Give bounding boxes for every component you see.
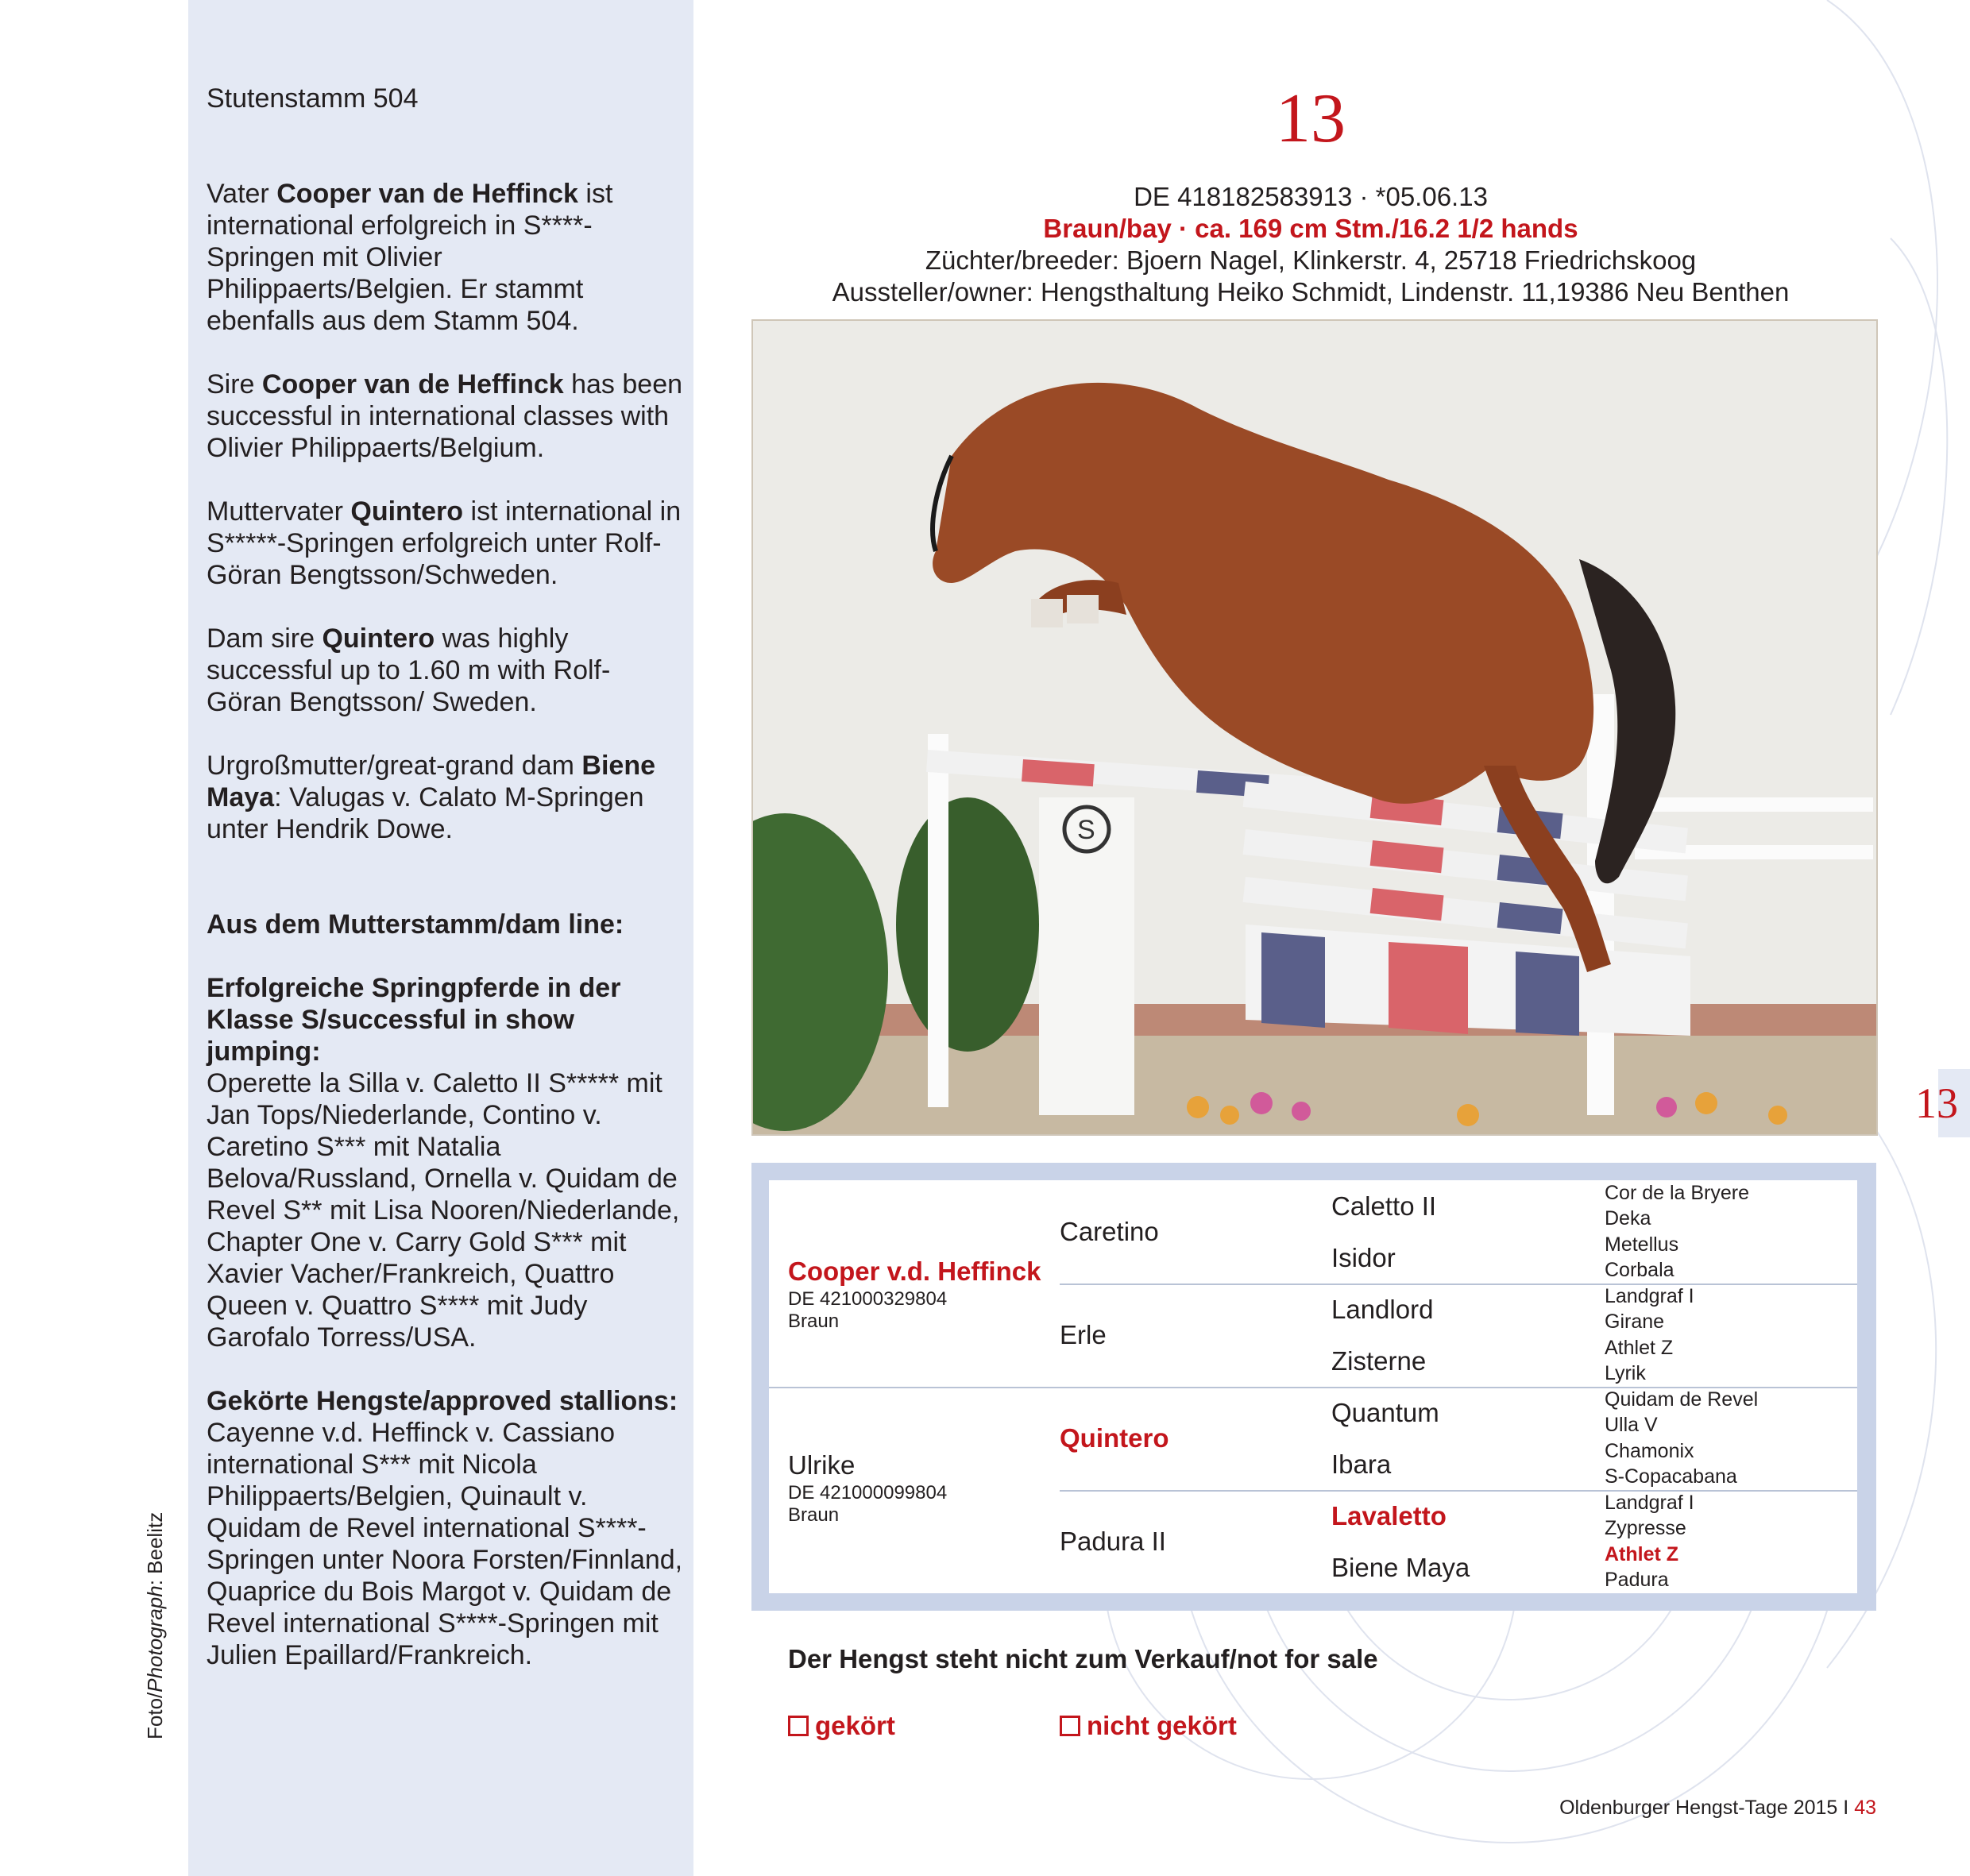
approved-stallions-text: Cayenne v.d. Heffinck v. Cassiano international S*** mit Nicola Philippaerts/Belgien, Quinault v. Quidam de Revel international S****-Springen unter Noora Forsten/Finnland, Quaprice du Bois Margot v. Quidam de Revel international S****-Springen mit Julien Epaillard/Frankreich. — [207, 1418, 683, 1670]
pedigree-sire-name: Cooper v.d. Heffinck — [788, 1256, 1041, 1286]
footer-separator: I — [1843, 1797, 1849, 1819]
pedigree-gen4-2: Deka — [1605, 1207, 1651, 1229]
pedigree-gen4-9: Quidam de Revel — [1605, 1388, 1759, 1411]
color-size-line: Braun/bay · ca. 169 cm Stm./16.2 1/2 hands — [1043, 214, 1578, 243]
pedigree-gen4-4: Corbala — [1605, 1259, 1674, 1281]
checkbox-not-approved-label: nicht gekört — [1087, 1711, 1237, 1740]
photo-credit: Foto/Photograph: Beelitz — [143, 1511, 167, 1739]
pedigree-gen4-8: Lyrik — [1605, 1362, 1646, 1384]
pedigree-dam-color: Braun — [788, 1504, 840, 1526]
pedigree-gen2-4: Padura II — [1060, 1527, 1166, 1556]
pedigree-gen4-10: Ulla V — [1605, 1414, 1658, 1436]
sidebar-text — [207, 83, 683, 1671]
pedigree-dam-name: Ulrike — [788, 1450, 856, 1480]
sport-horses-text: Operette la Silla v. Caletto II S***** mit Jan Tops/Niederlande, Contino v. Caretino S*** mit Natalia Belova/Russland, Ornella v. Quidam de Revel S** mit Lisa Nooren/Niederlande, Chapter One v. Carry Gold S*** mit Xavier Vacher/Frankreich, Quattro Queen v. Quattro S**** mit Judy Garofalo Torress/USA. — [207, 1068, 680, 1353]
pedigree-gen3-6: Ibara — [1331, 1449, 1392, 1479]
checkbox-not-approved[interactable] — [1060, 1711, 1237, 1741]
page-footer — [1559, 1797, 1876, 1820]
sale-note: Der Hengst steht nicht zum Verkauf/not for sale — [788, 1644, 1378, 1673]
pedigree-table — [769, 1180, 1857, 1593]
owner-line: Aussteller/owner: Hengsthaltung Heiko Schmidt, Lindenstr. 11,19386 Neu Benthen — [832, 277, 1790, 307]
pedigree-gen4-5: Landgraf I — [1605, 1285, 1694, 1307]
stamm-label: Stutenstamm 504 — [207, 83, 419, 114]
pedigree-gen4-1: Cor de la Bryere — [1605, 1182, 1750, 1204]
breeder-line: Züchter/breeder: Bjoern Nagel, Klinkerstr. 4, 25718 Friedrichskoog — [925, 245, 1697, 275]
pedigree-gen4-14: Zypresse — [1605, 1517, 1686, 1539]
pedigree-gen4-3: Metellus — [1605, 1233, 1679, 1256]
page-number: 43 — [1854, 1797, 1876, 1819]
checkbox-approved[interactable] — [788, 1711, 895, 1741]
pedigree-gen2-3: Quintero — [1060, 1423, 1169, 1453]
pedigree-gen4-12: S-Copacabana — [1605, 1465, 1737, 1488]
pedigree-gen3-4: Zisterne — [1331, 1346, 1427, 1376]
pedigree-gen3-7: Lavaletto — [1331, 1501, 1447, 1531]
pedigree-gen4-7: Athlet Z — [1605, 1337, 1674, 1359]
pedigree-gen3-8: Biene Maya — [1331, 1553, 1470, 1582]
pedigree-gen3-1: Caletto II — [1331, 1191, 1437, 1221]
pedigree-gen2-2: Erle — [1060, 1320, 1107, 1349]
horse-photo — [751, 319, 1878, 1136]
paragraph-damsire-de: Muttervater Quintero ist international in S*****-Springen erfolgreich unter Rolf-Göran Bengtsson/Schweden. — [207, 496, 682, 590]
pedigree-gen4-13: Landgraf I — [1605, 1492, 1694, 1514]
svg-text:S: S — [1077, 815, 1095, 845]
pedigree-gen4-6: Girane — [1605, 1310, 1665, 1333]
registration-line: DE 418182583913 · *05.06.13 — [1134, 182, 1488, 211]
pedigree-gen4-15: Athlet Z — [1605, 1543, 1679, 1565]
checkbox-square-icon[interactable] — [1060, 1716, 1080, 1736]
pedigree-sire-reg: DE 421000329804 — [788, 1288, 948, 1310]
dam-line-heading: Aus dem Mutterstamm/dam line: — [207, 909, 624, 940]
approved-stallions-heading: Gekörte Hengste/approved stallions: — [207, 1386, 678, 1416]
lot-number: 13 — [1276, 80, 1346, 157]
checkbox-approved-label: gekört — [815, 1711, 895, 1740]
paragraph-great-grand-dam: Urgroßmutter/great-grand dam Biene Maya: Valugas v. Calato M-Springen unter Hendrik Dowe. — [207, 751, 655, 844]
pedigree-divider-dam — [1060, 1490, 1857, 1492]
pedigree-gen4-16: Padura — [1605, 1569, 1669, 1591]
pedigree-gen4-11: Chamonix — [1605, 1440, 1694, 1462]
paragraph-sire-en: Sire Cooper van de Heffinck has been successful in international classes with Olivier Philippaerts/Belgium. — [207, 369, 683, 463]
paragraph-sire-de: Vater Cooper van de Heffinck ist international erfolgreich in S****-Springen mit Olivier Philippaerts/Belgien. Er stammt ebenfalls aus dem Stamm 504. — [207, 179, 613, 336]
pedigree-gen3-3: Landlord — [1331, 1295, 1434, 1324]
pedigree-gen3-5: Quantum — [1331, 1398, 1439, 1427]
checkbox-square-icon[interactable] — [788, 1716, 809, 1736]
pedigree-gen3-2: Isidor — [1331, 1243, 1396, 1272]
horse-header — [763, 181, 1859, 308]
sport-horses-heading: Erfolgreiche Springpferde in der Klasse S/successful in show jumping: — [207, 973, 621, 1067]
pedigree-divider-sire — [1060, 1283, 1857, 1285]
footer-title: Oldenburger Hengst-Tage 2015 — [1559, 1797, 1838, 1819]
pedigree-gen2-1: Caretino — [1060, 1217, 1159, 1246]
side-tab-number: 13 — [1915, 1079, 1958, 1127]
pedigree-dam-reg: DE 421000099804 — [788, 1482, 948, 1504]
pedigree-sire-color: Braun — [788, 1310, 840, 1332]
paragraph-damsire-en: Dam sire Quintero was highly successful up to 1.60 m with Rolf-Göran Bengtsson/ Sweden. — [207, 623, 611, 717]
